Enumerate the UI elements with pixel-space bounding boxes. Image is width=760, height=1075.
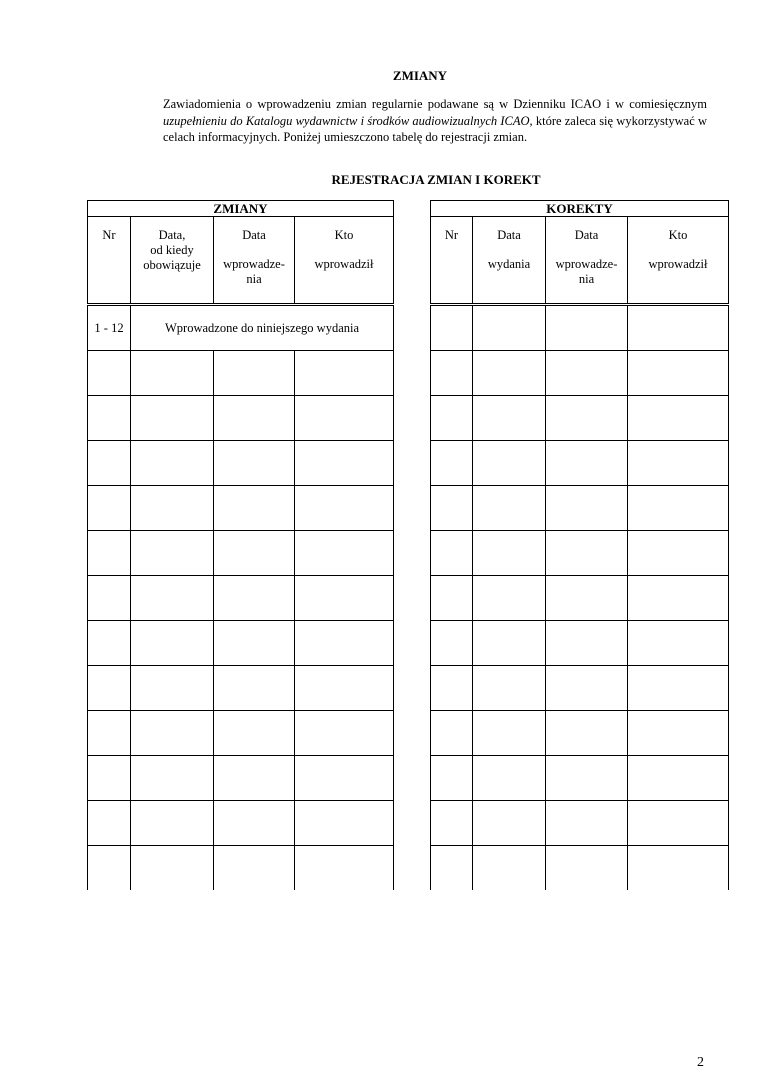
zmiany-row1-nr: 1 - 12 (88, 305, 131, 351)
table-row (431, 351, 729, 396)
table-row (431, 396, 729, 441)
zmiany-col-data-wprowadzenia: Data wprowadze- nia (214, 217, 295, 305)
intro-paragraph (163, 96, 707, 146)
section-subtitle: REJESTRACJA ZMIAN I KOREKT (331, 172, 541, 187)
table-row (431, 305, 729, 351)
table-row (88, 531, 394, 576)
korekty-col-nr: Nr (431, 217, 473, 305)
zmiany-table (87, 200, 394, 890)
table-row (88, 396, 394, 441)
zmiany-col-data-obowiazuje: Data, od kiedy obowiązuje (131, 217, 214, 305)
zmiany-row1-text: Wprowadzone do niniejszego wydania (131, 305, 394, 351)
korekty-table (430, 200, 729, 890)
korekty-col-kto: Kto wprowadził (628, 217, 729, 305)
table-row (88, 305, 394, 351)
zmiany-col-nr: Nr (88, 217, 131, 305)
table-row (88, 621, 394, 666)
table-row (431, 756, 729, 801)
intro-italic-title: uzupełnieniu do Katalogu wydawnictw i środków audiowizualnych ICAO, (163, 113, 533, 128)
intro-text-2: które zaleca się wykorzystywać w celach informacyjnych. Poniżej umieszczono tabelę do rejestracji zmian. (163, 113, 707, 144)
korekty-table-heading: KOREKTY (431, 201, 729, 217)
table-row (88, 666, 394, 711)
table-row (88, 846, 394, 891)
table-row (431, 621, 729, 666)
page-number: 2 (697, 1055, 704, 1070)
zmiany-col-kto: Kto wprowadził (295, 217, 394, 305)
zmiany-table-heading: ZMIANY (88, 201, 394, 217)
table-row (431, 531, 729, 576)
table-row (431, 666, 729, 711)
table-row (431, 486, 729, 531)
korekty-col-data-wprowadzenia: Data wprowadze- nia (546, 217, 628, 305)
table-row (431, 846, 729, 891)
table-row (431, 576, 729, 621)
table-row (431, 441, 729, 486)
table-row (88, 441, 394, 486)
table-row (88, 576, 394, 621)
table-row (431, 801, 729, 846)
table-row (88, 801, 394, 846)
korekty-col-data-wydania: Data wydania (473, 217, 546, 305)
table-row (88, 711, 394, 756)
table-row (88, 486, 394, 531)
intro-text-1: Zawiadomienia o wprowadzeniu zmian regularnie podawane są w Dzienniku ICAO i w comiesięcznym (163, 97, 707, 111)
page-title: ZMIANY (392, 68, 448, 83)
table-row (88, 756, 394, 801)
table-row (88, 351, 394, 396)
table-row (431, 711, 729, 756)
